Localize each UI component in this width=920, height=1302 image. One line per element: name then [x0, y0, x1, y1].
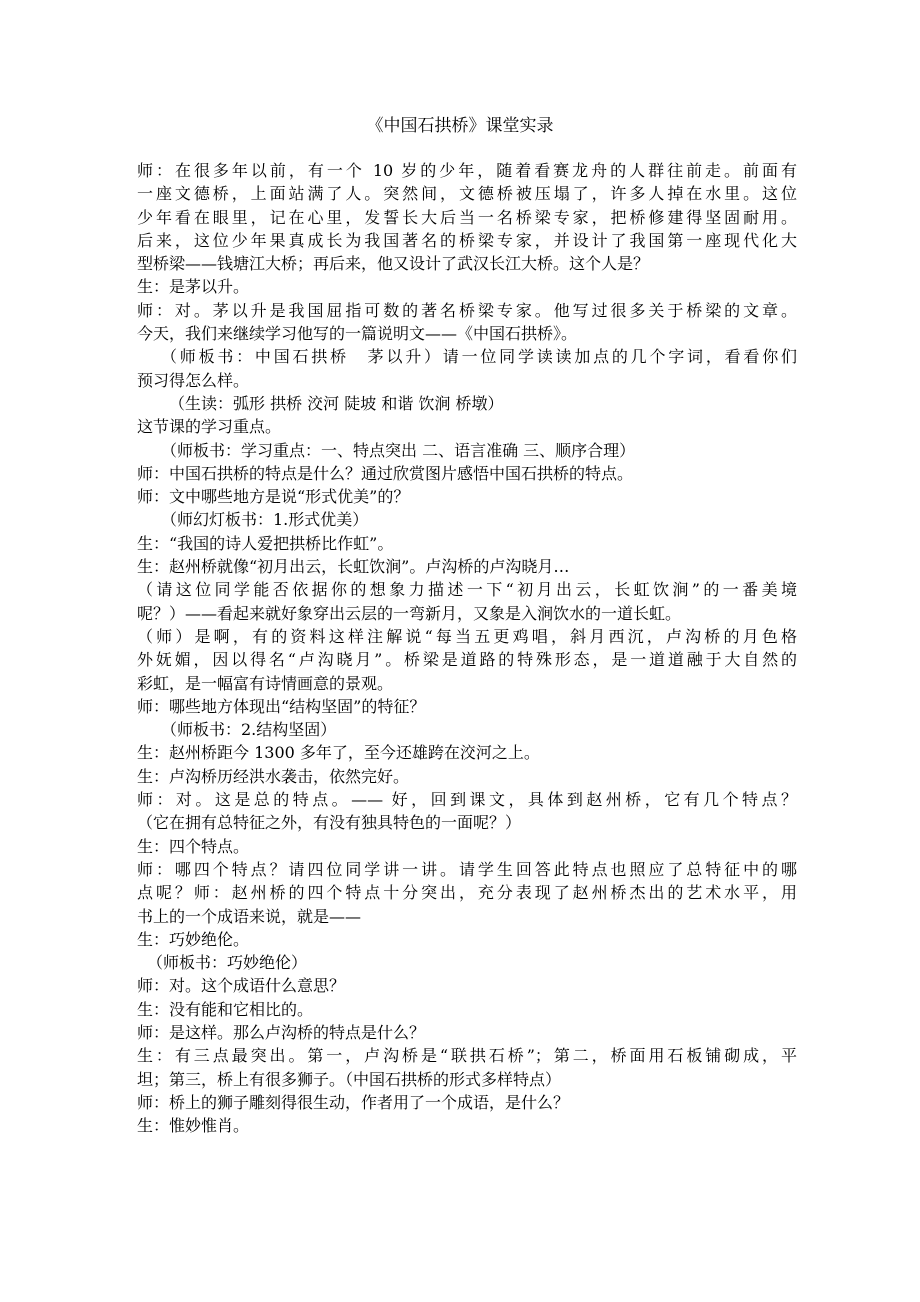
paragraph-line: 今天，我们来继续学习他写的一篇说明文——《中国石拱桥》。: [137, 324, 578, 344]
document-title: 《中国石拱桥》课堂实录: [366, 116, 554, 136]
paragraph-line: 预习得怎么样。: [137, 370, 250, 390]
paragraph-line: 点呢？师：赵州桥的四个特点十分突出，充分表现了赵州桥杰出的艺术水平，用: [137, 883, 797, 903]
paragraph-line: 生：巧妙绝伦。: [137, 929, 250, 949]
paragraph-line: 这节课的学习重点。: [137, 417, 282, 437]
paragraph-line: 彩虹，是一幅富有诗情画意的景观。: [137, 673, 394, 693]
paragraph-line: 书上的一个成语来说，就是——: [137, 906, 362, 926]
paragraph-line: （它在拥有总特征之外，有没有独具特色的一面呢？）: [137, 813, 522, 833]
paragraph-line: 生：卢沟桥历经洪水袭击，依然完好。: [137, 766, 410, 786]
paragraph-line: 师：是这样。那么卢沟桥的特点是什么？: [137, 1022, 426, 1042]
paragraph-line: 生：没有能和它相比的。: [137, 999, 314, 1019]
paragraph-line: （师）是啊，有的资料这样注解说“每当五更鸡唱，斜月西沉，卢沟桥的月色格: [137, 626, 797, 646]
paragraph-line: 师：对。这是总的特点。—— 好，回到课文，具体到赵州桥，它有几个特点？: [137, 790, 797, 810]
paragraph-line: 外妩媚，因以得名“卢沟晓月”。桥梁是道路的特殊形态，是一道道融于大自然的: [137, 650, 797, 670]
paragraph-line: 生：有三点最突出。第一，卢沟桥是“联拱石桥”；第二，桥面用石板铺砌成，平: [137, 1046, 797, 1066]
paragraph-line: （生读：弧形 拱桥 洨河 陡坡 和谐 饮涧 桥墩）: [169, 393, 504, 413]
paragraph-line: 生：是茅以升。: [137, 277, 250, 297]
paragraph-line: （师幻灯板书：1.形式优美）: [161, 510, 369, 530]
paragraph-line: （师板书：学习重点：一、特点突出 二、语言准确 三、顺序合理）: [161, 440, 636, 460]
paragraph-line: 生：惟妙惟肖。: [137, 1116, 250, 1136]
paragraph-line: 生：赵州桥距今 1300 多年了，至今还雄跨在洨河之上。: [137, 743, 540, 763]
paragraph-line: 生：“我国的诗人爱把拱桥比作虹”。: [137, 533, 394, 553]
paragraph-line: 型桥梁——钱塘江大桥；再后来，他又设计了武汉长江大桥。这个人是？: [137, 254, 650, 274]
paragraph-line: 少年看在眼里，记在心里，发誓长大后当一名桥梁专家，把桥修建得坚固耐用。: [137, 207, 797, 227]
paragraph-line: 师：对。茅以升是我国屈指可数的著名桥梁专家。他写过很多关于桥梁的文章。: [137, 300, 797, 320]
paragraph-line: 后来，这位少年果真成长为我国著名的桥梁专家，并设计了我国第一座现代化大: [137, 230, 797, 250]
paragraph-line: 师：哪些地方体现出“结构坚固”的特征？: [137, 696, 426, 716]
paragraph-line: 师：桥上的狮子雕刻得很生动，作者用了一个成语，是什么？: [137, 1092, 570, 1112]
paragraph-line: 师：在很多年以前，有一个 10 岁的少年，随着看赛龙舟的人群往前走。前面有: [137, 161, 797, 180]
paragraph-line: （请这位同学能否依据你的想象力描述一下“初月出云，长虹饮涧”的一番美境: [137, 580, 797, 600]
paragraph-line: 坦；第三，桥上有很多狮子。（中国石拱桥的形式多样特点）: [137, 1069, 562, 1089]
paragraph-line: （师板书：中国石拱桥 茅以升）请一位同学读读加点的几个字词，看看你们: [161, 347, 797, 367]
paragraph-line: 呢？）——看起来就好象穿出云层的一弯新月，又象是入涧饮水的一道长虹。: [137, 603, 682, 623]
paragraph-line: 师：文中哪些地方是说“形式优美”的？: [137, 487, 410, 507]
paragraph-line: 师：中国石拱桥的特点是什么？通过欣赏图片感悟中国石拱桥的特点。: [137, 463, 634, 483]
paragraph-line: 一座文德桥，上面站满了人。突然间，文德桥被压塌了，许多人掉在水里。这位: [137, 184, 797, 204]
paragraph-line: 生：赵州桥就像“初月出云，长虹饮涧”。卢沟桥的卢沟晓月…: [137, 557, 570, 577]
paragraph-line: 师：对。这个成语什么意思？: [137, 976, 346, 996]
document-body: [137, 159, 797, 1137]
paragraph-line: （师板书：巧妙绝伦）: [147, 953, 308, 973]
paragraph-line: （师板书：2.结构坚固）: [161, 720, 337, 740]
paragraph-line: 师：哪四个特点？请四位同学讲一讲。请学生回答此特点也照应了总特征中的哪: [137, 859, 797, 879]
paragraph-line: 生：四个特点。: [137, 836, 250, 856]
